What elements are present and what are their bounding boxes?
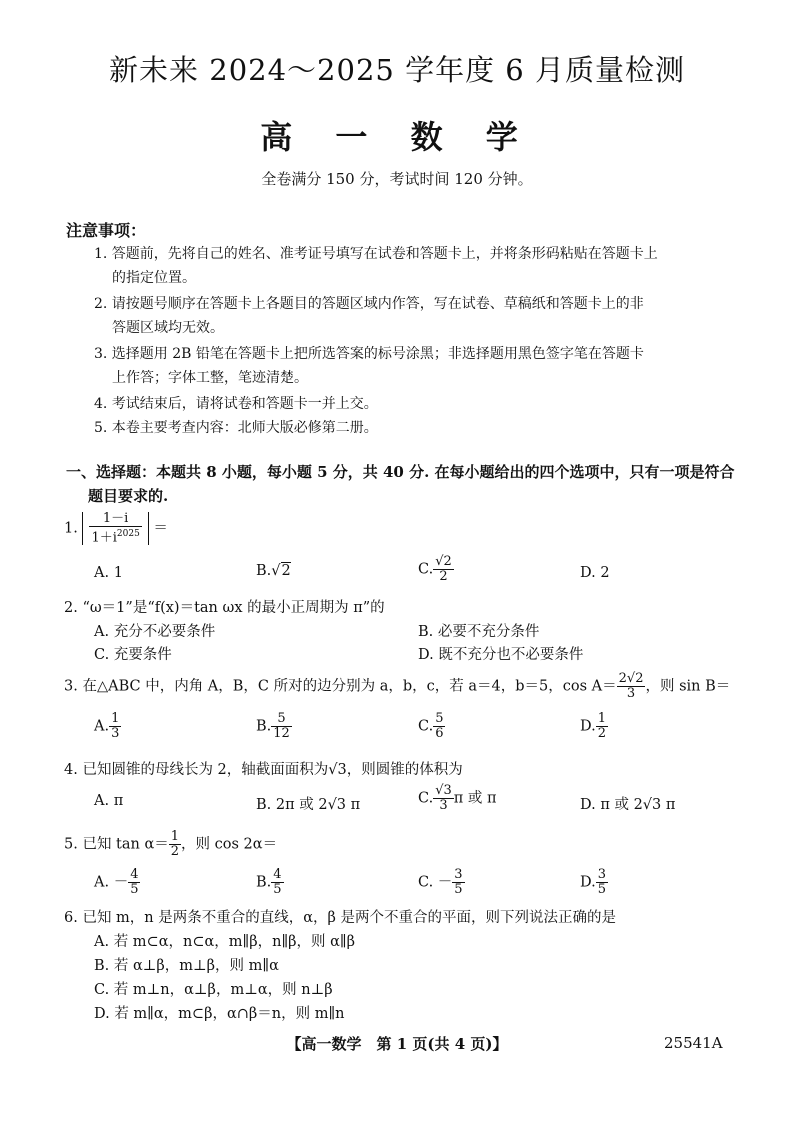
question-2: 2. “ω＝1”是“f(x)＝tan ωx 的最小正周期为 π”的 — [64, 600, 385, 616]
question-1 — [64, 512, 168, 545]
q1-denominator — [89, 527, 141, 545]
fraction — [169, 830, 181, 859]
option-label: C. － — [418, 874, 453, 891]
notice-heading: 注意事项： — [66, 221, 147, 240]
numerator: √2 — [435, 554, 452, 569]
radicand: 2 — [281, 563, 291, 579]
denominator: 2 — [170, 844, 180, 859]
option-label: C. — [418, 561, 434, 578]
denominator: 5 — [273, 882, 282, 897]
option-label: B. — [256, 718, 272, 735]
fraction — [433, 555, 454, 584]
denominator: 3 — [111, 726, 120, 741]
numerator: √3 — [435, 783, 452, 798]
denominator: 3 — [439, 798, 448, 813]
option-c[interactable]: C. 若 m⊥n，α⊥β，m⊥α，则 n⊥β — [94, 982, 333, 998]
fraction — [109, 712, 121, 741]
question-5 — [64, 830, 277, 859]
option-c[interactable] — [418, 712, 445, 741]
notice-line: 答题区域均无效。 — [112, 320, 224, 336]
option-b[interactable]: B. 若 α⊥β，m⊥β，则 m∥α — [94, 958, 279, 974]
numerator: 5 — [435, 711, 444, 726]
fraction — [271, 712, 292, 741]
denominator: 5 — [597, 882, 606, 897]
notice-line: 的指定位置。 — [112, 270, 196, 286]
q1-numerator: 1－i — [89, 512, 141, 527]
option-a[interactable] — [94, 868, 140, 897]
q1-number: 1. — [64, 520, 78, 537]
fraction — [452, 868, 464, 897]
option-b[interactable] — [256, 712, 292, 741]
option-c[interactable] — [418, 868, 465, 897]
numerator: 4 — [273, 867, 282, 882]
fraction — [617, 672, 646, 701]
denominator: 6 — [435, 726, 444, 741]
option-a[interactable]: A. 1 — [94, 565, 123, 581]
q1-equals: ＝ — [153, 520, 168, 537]
denominator: 2 — [597, 726, 606, 741]
option-d[interactable]: D. 2 — [580, 565, 610, 581]
q1-fraction — [89, 512, 141, 545]
option-label: D. — [580, 718, 596, 735]
section-line-1: 一、选择题：本题共 8 小题，每小题 5 分，共 40 分. 在每小题给出的四个选项中，只有一项是符合 — [66, 463, 735, 481]
option-label: A. － — [94, 874, 129, 891]
notice-line: 上作答；字体工整，笔迹清楚。 — [112, 370, 308, 386]
numerator: 1 — [170, 829, 180, 844]
denominator: 3 — [626, 686, 636, 701]
option-suffix: π 或 π — [453, 790, 497, 807]
option-c[interactable] — [418, 784, 497, 813]
option-d[interactable]: D. 若 m∥α，m⊂β，α∩β＝n，则 m∥n — [94, 1006, 345, 1022]
option-d[interactable]: D. π 或 2√3 π — [580, 797, 676, 813]
section-line-2: 题目要求的. — [88, 487, 169, 505]
subject-title: 高 一 数 学 — [260, 118, 534, 156]
option-label: C. — [418, 718, 434, 735]
q3-text-end: ，则 sin B＝ — [645, 678, 731, 695]
question-4: 4. 已知圆锥的母线长为 2，轴截面面积为√3，则圆锥的体积为 — [64, 762, 463, 778]
numerator: 1 — [597, 711, 606, 726]
numerator: 4 — [130, 867, 139, 882]
option-b[interactable]: B. 必要不充分条件 — [418, 624, 540, 640]
notice-line: 4. 考试结束后，请将试卷和答题卡一并上交。 — [94, 396, 378, 412]
option-b[interactable]: B.√2 — [256, 563, 291, 579]
numerator: 5 — [271, 712, 292, 727]
notice-line: 2. 请按题号顺序在答题卡上各题目的答题区域内作答，写在试卷、草稿纸和答题卡上的非 — [94, 296, 644, 312]
option-label: C. — [418, 790, 434, 807]
q1-denom-exp: 2025 — [116, 529, 140, 539]
notice-line: 1. 答题前，先将自己的姓名、准考证号填写在试卷和答题卡上，并将条形码粘贴在答题卡上 — [94, 246, 658, 262]
question-6: 6. 已知 m，n 是两条不重合的直线，α，β 是两个不重合的平面，则下列说法正确的是 — [64, 910, 617, 926]
exam-info: 全卷满分 150 分，考试时间 120 分钟。 — [261, 170, 533, 188]
option-b[interactable]: B. 2π 或 2√3 π — [256, 797, 361, 813]
option-c[interactable] — [418, 555, 454, 584]
fraction — [596, 712, 608, 741]
numerator: 3 — [454, 867, 463, 882]
option-d[interactable] — [580, 712, 608, 741]
notice-line: 3. 选择题用 2B 铅笔在答题卡上把所选答案的标号涂黑；非选择题用黑色签字笔在答题卡 — [94, 346, 644, 362]
numerator: 3 — [597, 867, 606, 882]
paper-code: 25541A — [664, 1034, 723, 1052]
numerator: 1 — [111, 711, 120, 726]
option-a[interactable]: A. 充分不必要条件 — [94, 624, 216, 640]
q5-text-end: ，则 cos 2α＝ — [181, 836, 278, 853]
numerator: 2√2 — [618, 671, 644, 686]
option-c[interactable]: C. 充要条件 — [94, 647, 172, 663]
q5-text: 5. 已知 tan α＝ — [64, 836, 169, 853]
option-label: B. — [256, 563, 272, 579]
fraction — [271, 868, 283, 897]
option-d[interactable] — [580, 868, 608, 897]
option-a[interactable]: A. π — [94, 793, 124, 809]
option-label: A. — [94, 718, 110, 735]
fraction — [433, 784, 454, 813]
section-heading — [66, 460, 735, 508]
option-d[interactable]: D. 既不充分也不必要条件 — [418, 647, 584, 663]
q3-text: 3. 在△ABC 中，内角 A，B，C 所对的边分别为 a，b，c，若 a＝4，b＝5，cos A＝ — [64, 678, 617, 695]
option-b[interactable] — [256, 868, 284, 897]
option-a[interactable] — [94, 712, 121, 741]
fraction — [596, 868, 608, 897]
option-a[interactable]: A. 若 m⊂α，n⊂α，m∥β，n∥β，则 α∥β — [94, 934, 355, 950]
page-footer: 【高一数学 第 1 页(共 4 页)】 — [286, 1035, 508, 1053]
notice-line: 5. 本卷主要考查内容：北师大版必修第二册。 — [94, 420, 378, 436]
fraction — [433, 712, 445, 741]
exam-title: 新未来 2024～2025 学年度 6 月质量检测 — [109, 53, 685, 87]
option-label: D. — [580, 874, 596, 891]
question-3 — [64, 672, 730, 701]
denominator: 5 — [454, 882, 463, 897]
fraction — [128, 868, 140, 897]
q1-denom-base: 1＋i — [91, 530, 117, 546]
denominator: 2 — [439, 569, 448, 584]
option-label: B. — [256, 874, 272, 891]
denominator: 5 — [130, 882, 139, 897]
abs-value — [82, 512, 148, 545]
denominator: 12 — [273, 726, 290, 741]
